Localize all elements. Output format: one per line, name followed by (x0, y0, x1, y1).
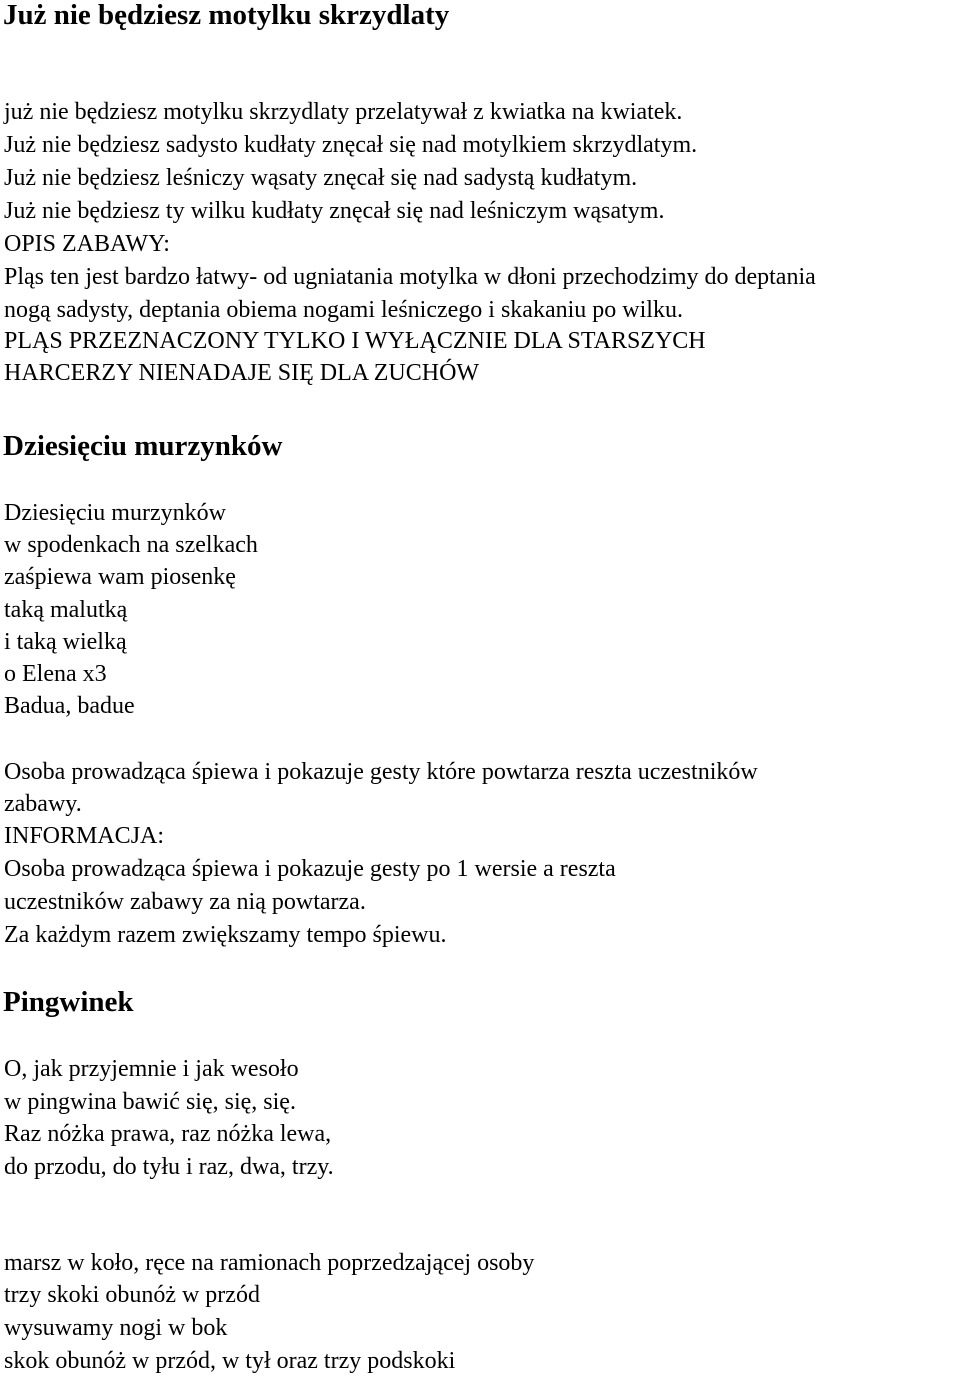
text-line: do przodu, do tyłu i raz, dwa, trzy. (4, 1154, 334, 1180)
text-line: Badua, badue (4, 693, 135, 719)
text-line: trzy skoki obunóż w przód (4, 1282, 260, 1308)
section-title: Dziesięciu murzynków (3, 430, 283, 462)
text-line: INFORMACJA: (4, 823, 165, 849)
text-line: Już nie będziesz leśniczy wąsaty znęcał się nad sadystą kudłatym. (4, 165, 638, 191)
text-line: o Elena x3 (4, 661, 107, 687)
text-line: Raz nóżka prawa, raz nóżka lewa, (4, 1121, 332, 1147)
text-line: uczestników zabawy za nią powtarza. (4, 889, 366, 915)
text-line: OPIS ZABAWY: (4, 231, 170, 257)
text-line: Osoba prowadząca śpiewa i pokazuje gesty po 1 wersie a reszta (4, 856, 616, 882)
section-title: Już nie będziesz motylku skrzydlaty (3, 0, 450, 31)
text-line: zaśpiewa wam piosenkę (4, 564, 236, 590)
text-line: Pląs ten jest bardzo łatwy- od ugniatania motylka w dłoni przechodzimy do deptania (4, 264, 816, 290)
text-line: i taką wielką (4, 629, 127, 655)
text-line: Za każdym razem zwiększamy tempo śpiewu. (4, 922, 447, 948)
text-line: zabawy. (4, 791, 82, 817)
text-line: taką malutką (4, 597, 128, 623)
text-line: wysuwamy nogi w bok (4, 1315, 228, 1341)
text-line: O, jak przyjemnie i jak wesoło (4, 1056, 299, 1082)
text-line: w spodenkach na szelkach (4, 532, 258, 558)
text-line: już nie będziesz motylku skrzydlaty przelatywał z kwiatka na kwiatek. (4, 99, 683, 125)
text-line: nogą sadysty, deptania obiema nogami leśniczego i skakaniu po wilku. (4, 297, 683, 323)
section-title: Pingwinek (3, 986, 134, 1018)
text-line: HARCERZY NIENADAJE SIĘ DLA ZUCHÓW (4, 360, 480, 386)
text-line: w pingwina bawić się, się, się. (4, 1089, 296, 1115)
text-line: Dziesięciu murzynków (4, 500, 226, 526)
text-line: Już nie będziesz ty wilku kudłaty znęcał się nad leśniczym wąsatym. (4, 198, 665, 224)
text-line: marsz w koło, ręce na ramionach poprzedzającej osoby (4, 1250, 535, 1276)
text-line: skok obunóż w przód, w tył oraz trzy podskoki (4, 1348, 456, 1374)
text-line: Osoba prowadząca śpiewa i pokazuje gesty które powtarza reszta uczestników (4, 759, 758, 785)
text-line: Już nie będziesz sadysto kudłaty znęcał się nad motylkiem skrzydlatym. (4, 132, 698, 158)
text-line: PLĄS PRZEZNACZONY TYLKO I WYŁĄCZNIE DLA STARSZYCH (4, 328, 706, 354)
